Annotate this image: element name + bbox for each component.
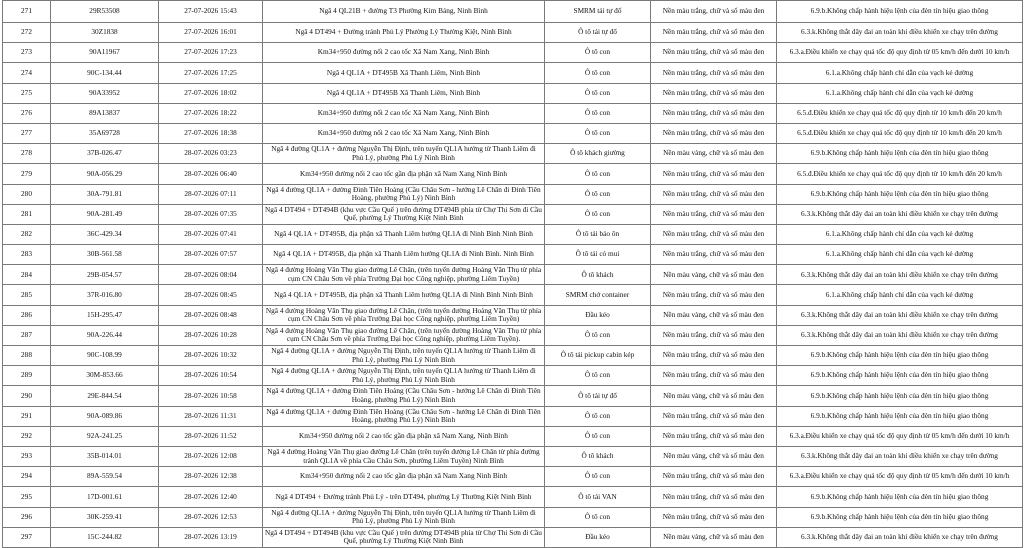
violation-time-cell: 28-07-2026 07:41 xyxy=(159,224,263,244)
row-number-cell: 295 xyxy=(3,487,51,507)
plate-color-cell: Nền màu trắng, chữ và số màu đen xyxy=(651,103,777,123)
license-plate-cell: 90A-281.49 xyxy=(51,204,159,224)
license-plate-cell: 29E-844.54 xyxy=(51,386,159,406)
plate-color-cell: Nền màu trắng, chữ và số màu đen xyxy=(651,1,777,23)
violation-description-cell: 6.9.b.Không chấp hành hiệu lệnh của đèn tín hiệu giao thông xyxy=(777,1,1023,23)
license-plate-cell: 90C-134.44 xyxy=(51,63,159,83)
violation-description-cell: 6.3.k.Không thắt dây đai an toàn khi điều khiển xe chạy trên đường xyxy=(777,265,1023,285)
violation-location-cell: Km34+950 đường nối 2 cao tốc Xã Nam Xang, Ninh Bình xyxy=(263,43,545,63)
violation-time-cell: 28-07-2026 12:38 xyxy=(159,467,263,487)
table-row xyxy=(3,63,1023,83)
table-row xyxy=(3,446,1023,466)
plate-color-cell: Nền màu trắng, chữ và số màu đen xyxy=(651,406,777,426)
table-row xyxy=(3,406,1023,426)
violation-description-cell: 6.3.a.Điều khiển xe chạy quá tốc độ quy định từ 05 km/h đến dưới 10 km/h xyxy=(777,467,1023,487)
violation-description-cell: 6.1.a.Không chấp hành chỉ dẫn của vạch kẻ đường xyxy=(777,63,1023,83)
violation-location-cell: Km34+950 đường nối 2 cao tốc gần địa phận xã Nam Xang Ninh Bình xyxy=(263,467,545,487)
violation-description-cell: 6.5.đ.Điều khiển xe chạy quá tốc độ quy định từ 10 km/h đến 20 km/h xyxy=(777,164,1023,184)
violation-description-cell: 6.1.a.Không chấp hành chỉ dẫn của vạch kẻ đường xyxy=(777,245,1023,265)
row-number-cell: 290 xyxy=(3,386,51,406)
violation-description-cell: 6.3.k.Không thắt dây đai an toàn khi điều khiển xe chạy trên đường xyxy=(777,325,1023,345)
row-number-cell: 286 xyxy=(3,305,51,325)
table-row xyxy=(3,224,1023,244)
license-plate-cell: 90A33952 xyxy=(51,83,159,103)
violation-time-cell: 28-07-2026 08:48 xyxy=(159,305,263,325)
vehicle-type-cell: Ô tô khách giường xyxy=(545,144,651,164)
vehicle-type-cell: Ô tô tải bảo ôn xyxy=(545,224,651,244)
violation-time-cell: 27-07-2026 15:43 xyxy=(159,1,263,23)
violation-location-cell: Km34+950 đường nối 2 cao tốc Xã Nam Xang, Ninh Bình xyxy=(263,103,545,123)
row-number-cell: 277 xyxy=(3,123,51,143)
row-number-cell: 272 xyxy=(3,23,51,43)
violation-time-cell: 28-07-2026 12:53 xyxy=(159,507,263,527)
violation-description-cell: 6.1.a.Không chấp hành chỉ dẫn của vạch kẻ đường xyxy=(777,224,1023,244)
violation-time-cell: 27-07-2026 17:25 xyxy=(159,63,263,83)
violation-location-cell: Ngã 4 DT494 + Đường tránh Phủ Lý Phường Lý Thường Kiệt, Ninh Bình xyxy=(263,23,545,43)
license-plate-cell: 89A13837 xyxy=(51,103,159,123)
table-row xyxy=(3,245,1023,265)
violation-location-cell: Ngã 4 QL1A + DT495B, địa phận xã Thanh Liêm hướng QL1A đi Ninh Bình. Ninh Bình xyxy=(263,245,545,265)
vehicle-type-cell: Đầu kéo xyxy=(545,305,651,325)
license-plate-cell: 30M-853.66 xyxy=(51,366,159,386)
vehicle-type-cell: Ô tô con xyxy=(545,507,651,527)
violation-location-cell: Ngã 4 đường QL1A + đường Đinh Tiên Hoàng (Cầu Châu Sơn - hướng Lê Chân đi Đinh Tiên Hoàng, phường Phủ Lý) Ninh Bình xyxy=(263,184,545,204)
plate-color-cell: Nền màu trắng, chữ và số màu đen xyxy=(651,23,777,43)
violation-time-cell: 27-07-2026 17:23 xyxy=(159,43,263,63)
violation-time-cell: 28-07-2026 10:58 xyxy=(159,386,263,406)
table-row xyxy=(3,346,1023,366)
violation-location-cell: Ngã 4 đường QL1A + đường Đinh Tiên Hoàng (Cầu Châu Sơn - hướng Lê Chân đi Đinh Tiên Hoàng, phường Phủ Lý) Ninh Bình xyxy=(263,406,545,426)
plate-color-cell: Nền màu vàng, chữ và số màu đen xyxy=(651,265,777,285)
violation-description-cell: 6.1.a.Không chấp hành chỉ dẫn của vạch kẻ đường xyxy=(777,285,1023,305)
table-row xyxy=(3,527,1023,547)
violation-location-cell: Km34+950 đường nối 2 cao tốc gần địa phận xã Nam Xang Ninh Bình xyxy=(263,164,545,184)
row-number-cell: 281 xyxy=(3,204,51,224)
row-number-cell: 294 xyxy=(3,467,51,487)
violation-time-cell: 28-07-2026 08:45 xyxy=(159,285,263,305)
violation-time-cell: 28-07-2026 07:57 xyxy=(159,245,263,265)
table-row xyxy=(3,1,1023,23)
plate-color-cell: Nền màu trắng, chữ và số màu đen xyxy=(651,164,777,184)
vehicle-type-cell: Ô tô con xyxy=(545,467,651,487)
violation-description-cell: 6.9.b.Không chấp hành hiệu lệnh của đèn tín hiệu giao thông xyxy=(777,406,1023,426)
license-plate-cell: 90A11967 xyxy=(51,43,159,63)
violation-description-cell: 6.9.b.Không chấp hành hiệu lệnh của đèn tín hiệu giao thông xyxy=(777,366,1023,386)
row-number-cell: 293 xyxy=(3,446,51,466)
license-plate-cell: 92A-241.25 xyxy=(51,426,159,446)
vehicle-type-cell: Ô tô con xyxy=(545,103,651,123)
plate-color-cell: Nền màu trắng, chữ và số màu đen xyxy=(651,507,777,527)
violation-description-cell: 6.9.b.Không chấp hành hiệu lệnh của đèn tín hiệu giao thông xyxy=(777,487,1023,507)
license-plate-cell: 30K-259.41 xyxy=(51,507,159,527)
violation-location-cell: Ngã 4 đường QL1A + đường Nguyễn Thị Định, trên tuyến QL1A hướng từ Thanh Liêm đi Phủ Lý, phường Phủ Lý Ninh Bình xyxy=(263,346,545,366)
violation-description-cell: 6.3.k.Không thắt dây đai an toàn khi điều khiển xe chạy trên đường xyxy=(777,305,1023,325)
violation-location-cell: Ngã 4 QL21B + đường T3 Phường Kim Bảng, Ninh Bình xyxy=(263,1,545,23)
violation-location-cell: Ngã 4 đường Hoàng Văn Thụ giao đường Lê Chân (trên tuyến đường Lê Chân từ phía đường tránh QL1A về phía Cầu Châu Sơn, phường Liêm Tuyền) Ninh Bình xyxy=(263,446,545,466)
violation-description-cell: 6.5.đ.Điều khiển xe chạy quá tốc độ quy định từ 10 km/h đến 20 km/h xyxy=(777,103,1023,123)
table-row xyxy=(3,123,1023,143)
row-number-cell: 287 xyxy=(3,325,51,345)
license-plate-cell: 90A-056.29 xyxy=(51,164,159,184)
plate-color-cell: Nền màu trắng, chữ và số màu đen xyxy=(651,426,777,446)
violation-location-cell: Ngã 4 đường QL1A + đường Nguyễn Thị Định, trên tuyến QL1A hướng từ Thanh Liêm đi Phủ Lý, phường Phủ Lý Ninh Bình xyxy=(263,366,545,386)
row-number-cell: 278 xyxy=(3,144,51,164)
violation-location-cell: Ngã 4 DT494 + DT494B (khu vực Cầu Quế ) trên đường DT494B phía từ Chợ Thi Sơn đi Cầu Quế, phường Lý Thường Kiệt Ninh Bình xyxy=(263,527,545,547)
vehicle-type-cell: Ô tô con xyxy=(545,123,651,143)
table-body xyxy=(3,1,1023,548)
license-plate-cell: 35B-014.01 xyxy=(51,446,159,466)
violation-description-cell: 6.9.b.Không chấp hành hiệu lệnh của đèn tín hiệu giao thông xyxy=(777,346,1023,366)
plate-color-cell: Nền màu vàng, chữ và số màu đen xyxy=(651,144,777,164)
row-number-cell: 279 xyxy=(3,164,51,184)
table-row xyxy=(3,83,1023,103)
table-row xyxy=(3,305,1023,325)
vehicle-type-cell: Ô tô con xyxy=(545,164,651,184)
violation-time-cell: 27-07-2026 18:02 xyxy=(159,83,263,103)
violation-time-cell: 28-07-2026 06:40 xyxy=(159,164,263,184)
plate-color-cell: Nền màu trắng, chữ và số màu đen xyxy=(651,184,777,204)
violation-time-cell: 28-07-2026 10:54 xyxy=(159,366,263,386)
table-row xyxy=(3,325,1023,345)
row-number-cell: 297 xyxy=(3,527,51,547)
violation-location-cell: Ngã 4 QL1A + DT495B, địa phận xã Thanh Liêm hướng QL1A đi Ninh Bình Ninh Bình xyxy=(263,285,545,305)
plate-color-cell: Nền màu trắng, chữ và số màu đen xyxy=(651,43,777,63)
vehicle-type-cell: Đầu kéo xyxy=(545,527,651,547)
row-number-cell: 288 xyxy=(3,346,51,366)
vehicle-type-cell: Ô tô con xyxy=(545,366,651,386)
violation-description-cell: 6.9.b.Không chấp hành hiệu lệnh của đèn tín hiệu giao thông xyxy=(777,386,1023,406)
plate-color-cell: Nền màu trắng, chữ và số màu đen xyxy=(651,224,777,244)
row-number-cell: 275 xyxy=(3,83,51,103)
row-number-cell: 289 xyxy=(3,366,51,386)
plate-color-cell: Nền màu trắng, chữ và số màu đen xyxy=(651,245,777,265)
license-plate-cell: 15H-295.47 xyxy=(51,305,159,325)
violation-time-cell: 27-07-2026 16:01 xyxy=(159,23,263,43)
violation-time-cell: 28-07-2026 10:28 xyxy=(159,325,263,345)
plate-color-cell: Nền màu trắng, chữ và số màu đen xyxy=(651,285,777,305)
vehicle-type-cell: Ô tô tải VAN xyxy=(545,487,651,507)
violation-time-cell: 28-07-2026 12:40 xyxy=(159,487,263,507)
row-number-cell: 271 xyxy=(3,1,51,23)
plate-color-cell: Nền màu trắng, chữ và số màu đen xyxy=(651,325,777,345)
plate-color-cell: Nền màu trắng, chữ và số màu đen xyxy=(651,346,777,366)
violation-description-cell: 6.3.a.Điều khiển xe chạy quá tốc độ quy định từ 05 km/h đến dưới 10 km/h xyxy=(777,426,1023,446)
row-number-cell: 274 xyxy=(3,63,51,83)
violation-time-cell: 27-07-2026 18:38 xyxy=(159,123,263,143)
vehicle-type-cell: Ô tô con xyxy=(545,325,651,345)
table-row xyxy=(3,184,1023,204)
row-number-cell: 292 xyxy=(3,426,51,446)
table-row xyxy=(3,23,1023,43)
license-plate-cell: 90C-108.99 xyxy=(51,346,159,366)
license-plate-cell: 36C-429.34 xyxy=(51,224,159,244)
license-plate-cell: 29B-054.57 xyxy=(51,265,159,285)
plate-color-cell: Nền màu trắng, chữ và số màu đen xyxy=(651,467,777,487)
violation-description-cell: 6.1.a.Không chấp hành chỉ dẫn của vạch kẻ đường xyxy=(777,83,1023,103)
vehicle-type-cell: Ô tô tải tự đổ xyxy=(545,386,651,406)
violation-time-cell: 28-07-2026 13:19 xyxy=(159,527,263,547)
row-number-cell: 285 xyxy=(3,285,51,305)
plate-color-cell: Nền màu vàng, chữ và số màu đen xyxy=(651,446,777,466)
violation-location-cell: Ngã 4 QL1A + DT495B, địa phận xã Thanh Liêm hướng QL1A đi Ninh Bình Ninh Bình xyxy=(263,224,545,244)
violation-location-cell: Km34+950 đường nối 2 cao tốc gần địa phận xã Nam Xang, Ninh Bình xyxy=(263,426,545,446)
plate-color-cell: Nền màu vàng, chữ và số màu đen xyxy=(651,386,777,406)
table-row xyxy=(3,144,1023,164)
license-plate-cell: 29R53508 xyxy=(51,1,159,23)
violation-description-cell: 6.5.đ.Điều khiển xe chạy quá tốc độ quy định từ 10 km/h đến 20 km/h xyxy=(777,123,1023,143)
license-plate-cell: 35A69728 xyxy=(51,123,159,143)
table-row xyxy=(3,507,1023,527)
violation-location-cell: Ngã 4 đường QL1A + đường Nguyễn Thị Định, trên tuyến QL1A hướng từ Thanh Liêm đi Phủ Lý, phường Phủ Lý Ninh Bình xyxy=(263,144,545,164)
row-number-cell: 283 xyxy=(3,245,51,265)
violation-location-cell: Ngã 4 đường Hoàng Văn Thụ giao đường Lê Chân, (trên tuyến đường Hoàng Văn Thụ từ phía cụm CN Châu Sơn về phía Trường Đại học Công nghiệp, phường Liêm Tuyền) xyxy=(263,305,545,325)
vehicle-type-cell: Ô tô tải pickup cabin kép xyxy=(545,346,651,366)
table-row xyxy=(3,265,1023,285)
violation-time-cell: 27-07-2026 18:22 xyxy=(159,103,263,123)
violation-description-cell: 6.3.a.Điều khiển xe chạy quá tốc độ quy định từ 05 km/h đến dưới 10 km/h xyxy=(777,43,1023,63)
vehicle-type-cell: Ô tô con xyxy=(545,83,651,103)
vehicle-type-cell: Ô tô khách xyxy=(545,446,651,466)
vehicle-type-cell: Ô tô tải có mui xyxy=(545,245,651,265)
vehicle-type-cell: Ô tô khách xyxy=(545,265,651,285)
row-number-cell: 282 xyxy=(3,224,51,244)
row-number-cell: 291 xyxy=(3,406,51,426)
table-row xyxy=(3,103,1023,123)
table-row xyxy=(3,366,1023,386)
license-plate-cell: 30B-561.58 xyxy=(51,245,159,265)
violation-description-cell: 6.9.b.Không chấp hành hiệu lệnh của đèn tín hiệu giao thông xyxy=(777,184,1023,204)
table-row xyxy=(3,386,1023,406)
license-plate-cell: 17D-001.61 xyxy=(51,487,159,507)
vehicle-type-cell: Ô tô con xyxy=(545,63,651,83)
vehicle-type-cell: SMRM tải tự đổ xyxy=(545,1,651,23)
violation-description-cell: 6.3.k.Không thắt dây đai an toàn khi điều khiển xe chạy trên đường xyxy=(777,23,1023,43)
violation-location-cell: Ngã 4 QL1A + DT495B Xã Thanh Liêm, Ninh Bình xyxy=(263,83,545,103)
violation-description-cell: 6.3.k.Không thắt dây đai an toàn khi điều khiển xe chạy trên đường xyxy=(777,204,1023,224)
vehicle-type-cell: SMRM chở container xyxy=(545,285,651,305)
plate-color-cell: Nền màu trắng, chữ và số màu đen xyxy=(651,123,777,143)
violation-description-cell: 6.3.k.Không thắt dây đai an toàn khi điều khiển xe chạy trên đường xyxy=(777,527,1023,547)
plate-color-cell: Nền màu trắng, chữ và số màu đen xyxy=(651,487,777,507)
table-row xyxy=(3,204,1023,224)
violation-location-cell: Km34+950 đường nối 2 cao tốc Xã Nam Xang, Ninh Bình xyxy=(263,123,545,143)
plate-color-cell: Nền màu trắng, chữ và số màu đen xyxy=(651,366,777,386)
table-row xyxy=(3,426,1023,446)
violation-time-cell: 28-07-2026 07:35 xyxy=(159,204,263,224)
violation-time-cell: 28-07-2026 10:32 xyxy=(159,346,263,366)
vehicle-type-cell: Ô tô con xyxy=(545,426,651,446)
row-number-cell: 273 xyxy=(3,43,51,63)
vehicle-type-cell: Ô tô con xyxy=(545,43,651,63)
violation-time-cell: 28-07-2026 08:04 xyxy=(159,265,263,285)
license-plate-cell: 30A-791.81 xyxy=(51,184,159,204)
license-plate-cell: 89A-559.54 xyxy=(51,467,159,487)
vehicle-type-cell: Ô tô con xyxy=(545,184,651,204)
plate-color-cell: Nền màu trắng, chữ và số màu đen xyxy=(651,83,777,103)
license-plate-cell: 37B-026.47 xyxy=(51,144,159,164)
violation-location-cell: Ngã 4 DT494 + DT494B (khu vực Cầu Quế ) trên đường DT494B phía từ Chợ Thi Sơn đi Cầu Quế, phường Lý Thường Kiệt Ninh Bình xyxy=(263,204,545,224)
violation-location-cell: Ngã 4 đường QL1A + đường Đinh Tiên Hoàng (Cầu Châu Sơn - hướng Lê Chân đi Đinh Tiên Hoàng, phường Phủ Lý) Ninh Bình xyxy=(263,386,545,406)
plate-color-cell: Nền màu trắng, chữ và số màu đen xyxy=(651,204,777,224)
license-plate-cell: 37R-016.80 xyxy=(51,285,159,305)
table-row xyxy=(3,285,1023,305)
violation-time-cell: 28-07-2026 03:23 xyxy=(159,144,263,164)
violation-location-cell: Ngã 4 đường QL1A + đường Nguyễn Thị Định, trên tuyến QL1A hướng từ Thanh Liêm đi Phủ Lý, phường Phủ Lý Ninh Bình xyxy=(263,507,545,527)
violation-description-cell: 6.9.b.Không chấp hành hiệu lệnh của đèn tín hiệu giao thông xyxy=(777,507,1023,527)
violation-location-cell: Ngã 4 đường Hoàng Văn Thụ giao đường Lê Chân, (trên tuyến đường Hoàng Văn Thụ từ phía cụm CN Châu Sơn về phía Trường Đại học Công nghiệp, phường Liêm Tuyền). xyxy=(263,325,545,345)
row-number-cell: 284 xyxy=(3,265,51,285)
vehicle-type-cell: Ô tô tải tự đổ xyxy=(545,23,651,43)
row-number-cell: 276 xyxy=(3,103,51,123)
violation-time-cell: 28-07-2026 12:08 xyxy=(159,446,263,466)
violation-time-cell: 28-07-2026 11:52 xyxy=(159,426,263,446)
table-row xyxy=(3,43,1023,63)
violation-description-cell: 6.3.k.Không thắt dây đai an toàn khi điều khiển xe chạy trên đường xyxy=(777,446,1023,466)
table-row xyxy=(3,487,1023,507)
violation-time-cell: 28-07-2026 11:31 xyxy=(159,406,263,426)
plate-color-cell: Nền màu trắng, chữ và số màu đen xyxy=(651,63,777,83)
violation-time-cell: 28-07-2026 07:11 xyxy=(159,184,263,204)
violation-description-cell: 6.9.b.Không chấp hành hiệu lệnh của đèn tín hiệu giao thông xyxy=(777,144,1023,164)
table-row xyxy=(3,164,1023,184)
plate-color-cell: Nền màu vàng, chữ và số màu đen xyxy=(651,305,777,325)
license-plate-cell: 30Z1838 xyxy=(51,23,159,43)
vehicle-type-cell: Ô tô con xyxy=(545,406,651,426)
license-plate-cell: 90A-089.86 xyxy=(51,406,159,426)
violation-location-cell: Ngã 4 đường Hoàng Văn Thụ giao đường Lê Chân, (trên tuyến đường Hoàng Văn Thụ từ phía cụm CN Châu Sơn về phía Trường Đại học Công nghiệp, phường Liêm Tuyền) xyxy=(263,265,545,285)
license-plate-cell: 15C-244.82 xyxy=(51,527,159,547)
row-number-cell: 280 xyxy=(3,184,51,204)
license-plate-cell: 90A-226.44 xyxy=(51,325,159,345)
violation-location-cell: Ngã 4 QL1A + DT495B Xã Thanh Liêm, Ninh Bình xyxy=(263,63,545,83)
violation-location-cell: Ngã 4 DT494 + Đường tránh Phủ Lý - trên DT494, phường Lý Thường Kiệt Ninh Bình xyxy=(263,487,545,507)
table-row xyxy=(3,467,1023,487)
vehicle-type-cell: Ô tô con xyxy=(545,204,651,224)
row-number-cell: 296 xyxy=(3,507,51,527)
plate-color-cell: Nền màu vàng, chữ và số màu đen xyxy=(651,527,777,547)
violations-table xyxy=(2,0,1023,548)
